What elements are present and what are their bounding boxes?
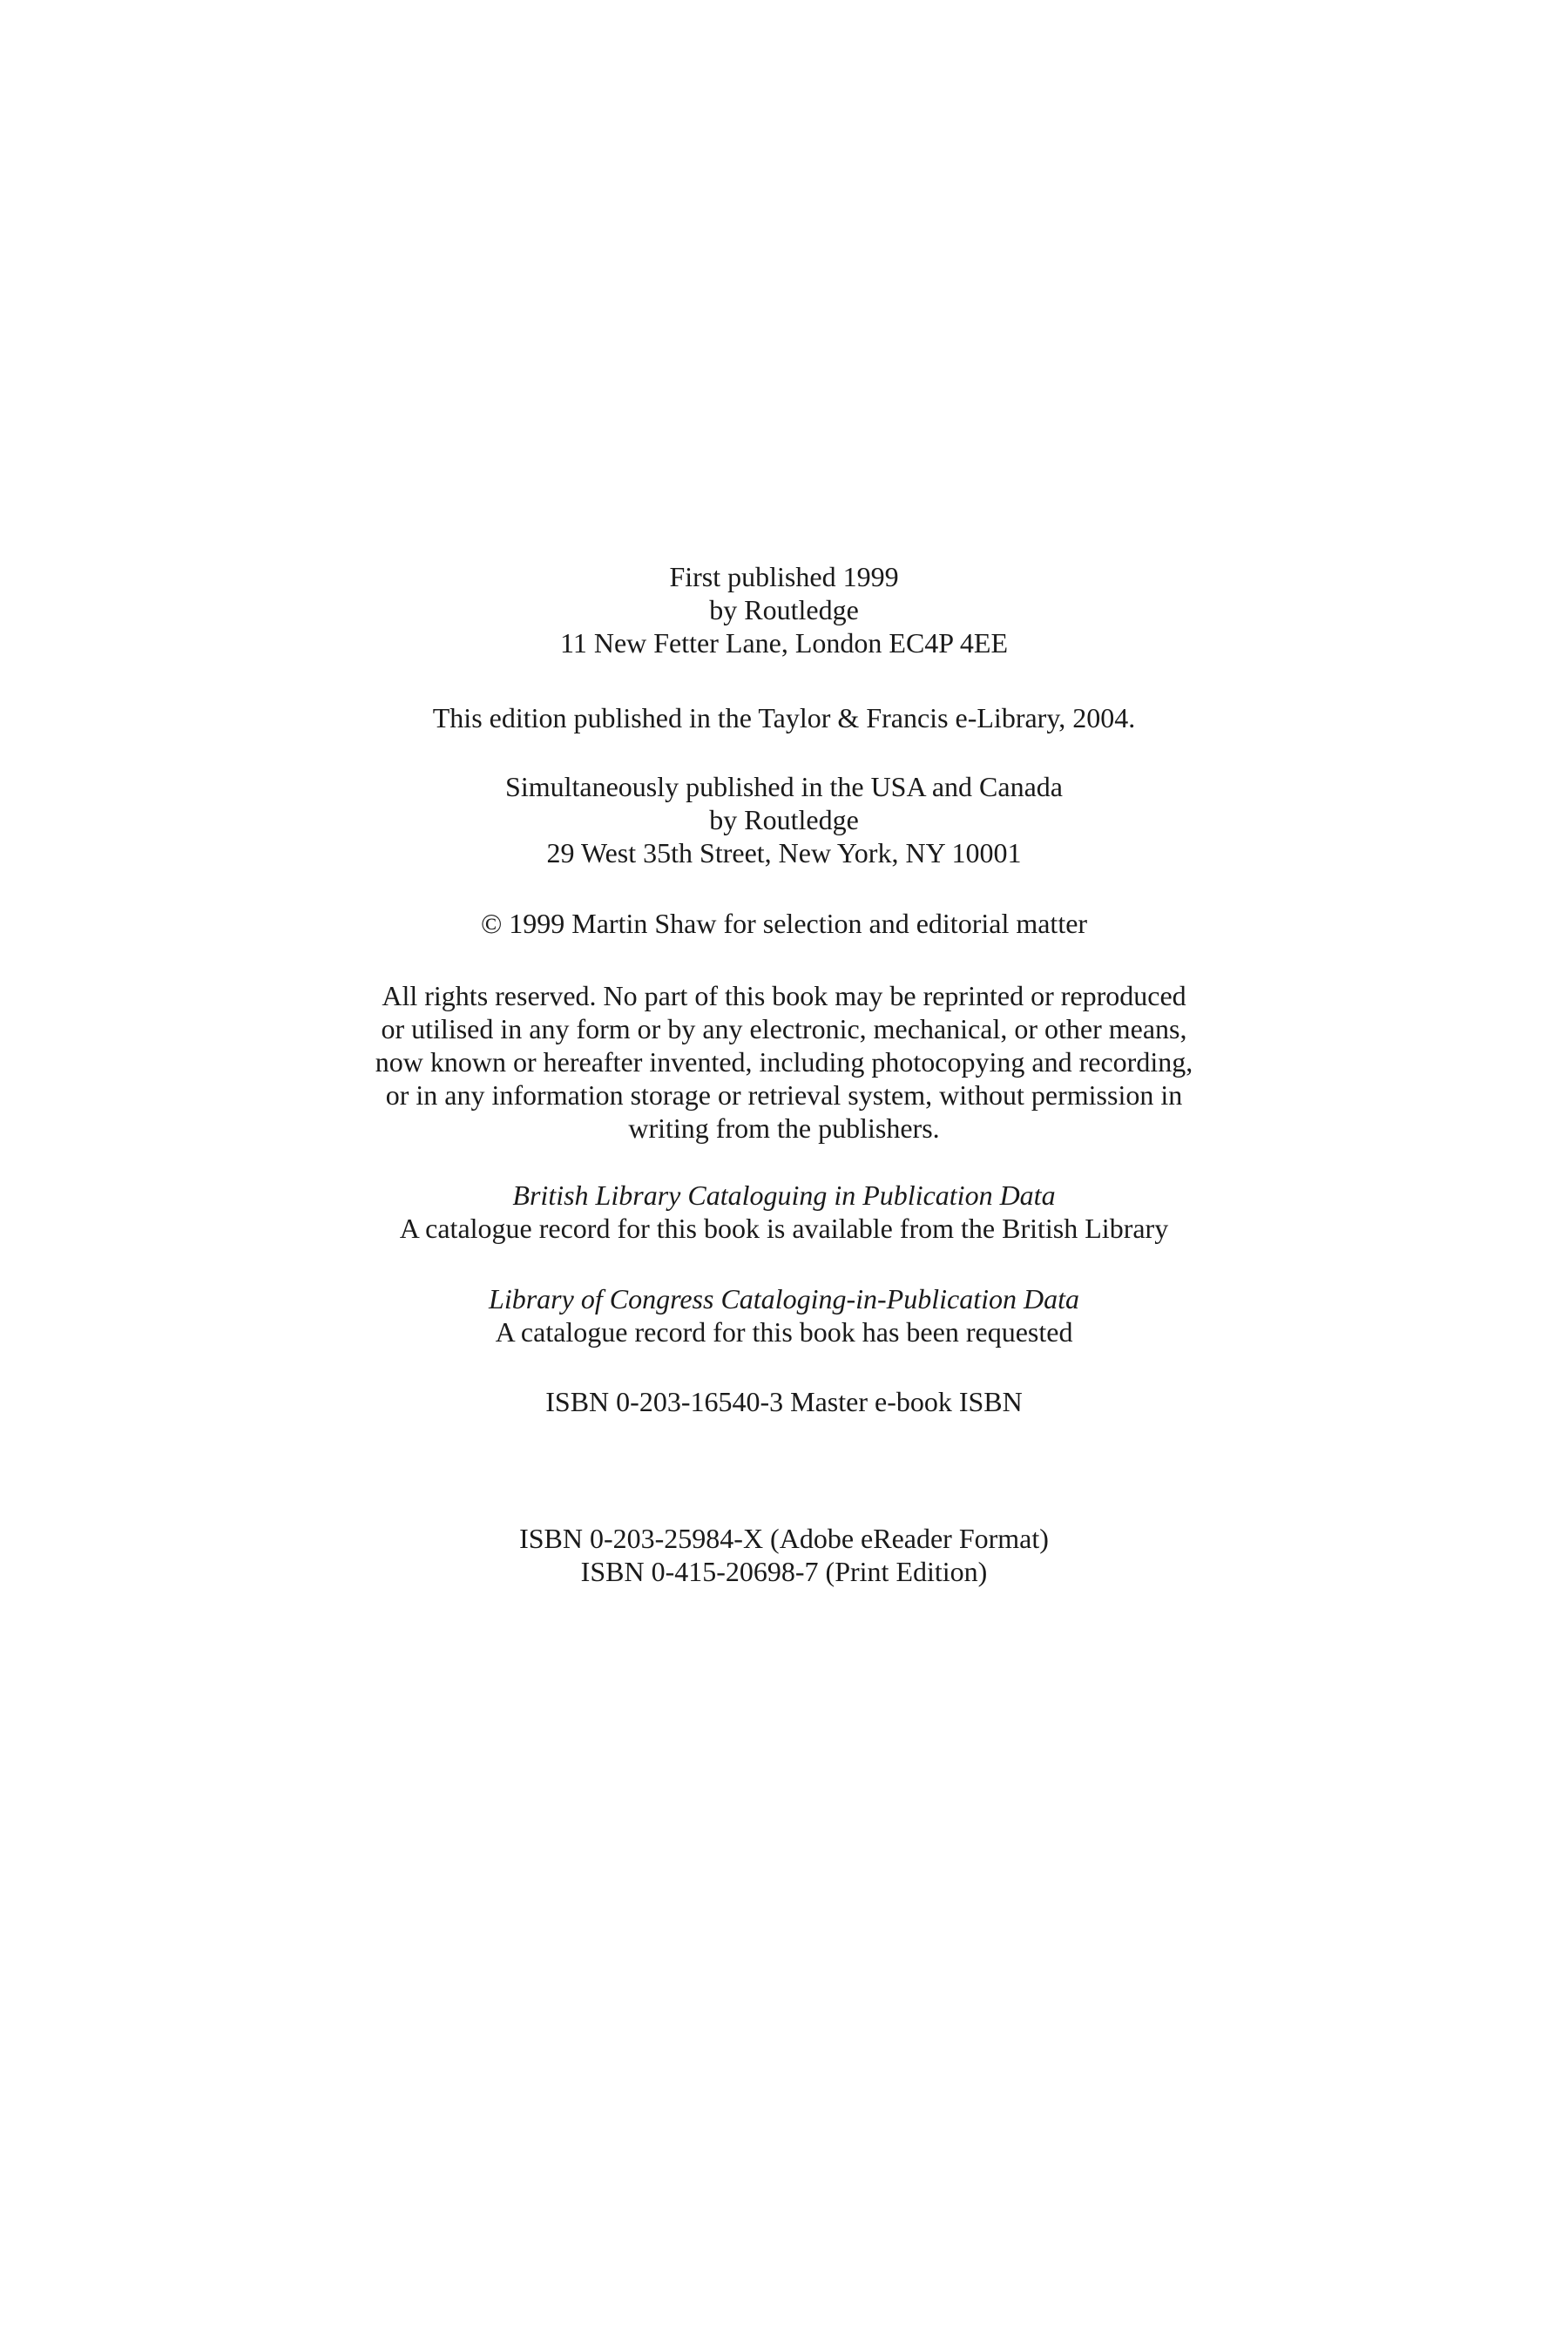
us-publication-line-2: by Routledge bbox=[709, 804, 859, 835]
us-publication-line-3: 29 West 35th Street, New York, NY 10001 bbox=[546, 837, 1022, 868]
rights-line-2: or utilised in any form or by any electronic, mechanical, or other means, bbox=[381, 1013, 1187, 1044]
master-isbn-block bbox=[0, 1385, 1568, 1418]
british-library-block bbox=[0, 1179, 1568, 1245]
publisher-line: by Routledge bbox=[709, 594, 859, 625]
rights-line-4: or in any information storage or retrieval system, without permission in bbox=[385, 1079, 1183, 1111]
isbn-master-line: ISBN 0-203-16540-3 Master e-book ISBN bbox=[545, 1386, 1023, 1417]
british-library-heading: British Library Cataloguing in Publication Data bbox=[512, 1179, 1056, 1211]
rights-reserved-block bbox=[0, 979, 1568, 1145]
isbn-adobe-line: ISBN 0-203-25984-X (Adobe eReader Format) bbox=[519, 1523, 1049, 1554]
us-publication-block bbox=[0, 770, 1568, 869]
rights-line-1: All rights reserved. No part of this book may be reprinted or reproduced bbox=[382, 980, 1186, 1011]
edition-note-block bbox=[0, 701, 1568, 734]
first-published-line: First published 1999 bbox=[669, 561, 899, 592]
copyright-block bbox=[0, 907, 1568, 940]
us-publication-line-1: Simultaneously published in the USA and Canada bbox=[505, 771, 1063, 802]
isbn-print-line: ISBN 0-415-20698-7 (Print Edition) bbox=[580, 1556, 988, 1587]
publisher-address-line: 11 New Fetter Lane, London EC4P 4EE bbox=[560, 627, 1008, 659]
rights-line-5: writing from the publishers. bbox=[628, 1112, 940, 1144]
edition-note-line: This edition published in the Taylor & Francis e-Library, 2004. bbox=[432, 702, 1136, 733]
british-library-text: A catalogue record for this book is available from the British Library bbox=[399, 1213, 1169, 1244]
format-isbn-block bbox=[0, 1522, 1568, 1588]
library-of-congress-text: A catalogue record for this book has been requested bbox=[495, 1316, 1073, 1348]
copyright-line: © 1999 Martin Shaw for selection and editorial matter bbox=[480, 908, 1088, 939]
library-of-congress-block bbox=[0, 1282, 1568, 1348]
library-of-congress-heading: Library of Congress Cataloging-in-Publication Data bbox=[489, 1283, 1079, 1315]
first-publication-block bbox=[0, 560, 1568, 659]
rights-line-3: now known or hereafter invented, including photocopying and recording, bbox=[375, 1046, 1193, 1078]
